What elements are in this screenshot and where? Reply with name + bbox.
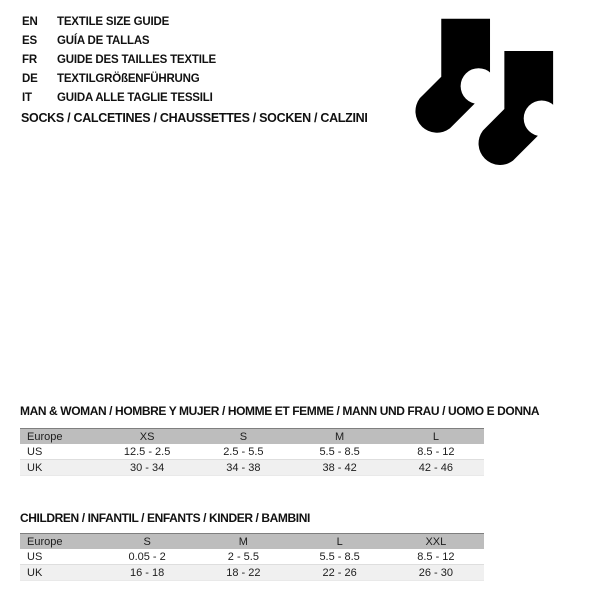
size-value: 2 - 5.5	[195, 549, 291, 565]
language-row	[22, 50, 216, 69]
table-row-uk	[20, 460, 484, 476]
size-value: 30 - 34	[99, 460, 195, 476]
row-label: UK	[20, 460, 99, 476]
column-header: Europe	[20, 429, 99, 445]
size-value: 42 - 46	[388, 460, 484, 476]
size-value: 5.5 - 8.5	[292, 444, 388, 460]
column-header: M	[195, 534, 291, 550]
sock-right-icon	[479, 51, 560, 165]
language-label: TEXTILE SIZE GUIDE	[57, 15, 170, 28]
language-row	[22, 88, 216, 107]
table-header-row	[20, 429, 484, 445]
size-value: 16 - 18	[99, 565, 195, 581]
size-value: 12.5 - 2.5	[99, 444, 195, 460]
language-code: IT	[22, 91, 32, 104]
socks-icon	[409, 16, 561, 172]
size-value: 8.5 - 12	[388, 444, 484, 460]
size-value: 0.05 - 2	[99, 549, 195, 565]
column-header: L	[292, 534, 388, 550]
size-value: 34 - 38	[195, 460, 291, 476]
table-title-children: CHILDREN / INFANTIL / ENFANTS / KINDER / BAMBINI	[20, 511, 310, 525]
sock-heel-cutout	[524, 100, 560, 136]
column-header: Europe	[20, 534, 99, 550]
language-code: ES	[22, 34, 37, 47]
category-title: SOCKS / CALCETINES / CHAUSSETTES / SOCKEN / CALZINI	[21, 111, 368, 125]
language-code: DE	[22, 72, 38, 85]
column-header: M	[292, 429, 388, 445]
size-value: 2.5 - 5.5	[195, 444, 291, 460]
size-value: 22 - 26	[292, 565, 388, 581]
size-table-children	[20, 533, 484, 581]
table-row-us	[20, 444, 484, 460]
row-label: US	[20, 549, 99, 565]
language-code: FR	[22, 53, 37, 66]
language-code: EN	[22, 15, 38, 28]
table-row-uk	[20, 565, 484, 581]
language-row	[22, 31, 216, 50]
size-value: 18 - 22	[195, 565, 291, 581]
column-header: L	[388, 429, 484, 445]
language-list	[22, 12, 216, 107]
language-label: GUIDE DES TAILLES TEXTILE	[57, 53, 216, 66]
language-label: TEXTILGRÖßENFÜHRUNG	[57, 72, 200, 85]
size-value: 5.5 - 8.5	[292, 549, 388, 565]
language-row	[22, 69, 216, 88]
table-title-man-woman: MAN & WOMAN / HOMBRE Y MUJER / HOMME ET FEMME / MANN UND FRAU / UOMO E DONNA	[20, 404, 540, 418]
size-value: 8.5 - 12	[388, 549, 484, 565]
column-header: XS	[99, 429, 195, 445]
language-label: GUÍA DE TALLAS	[57, 34, 150, 47]
language-row	[22, 12, 216, 31]
row-label: US	[20, 444, 99, 460]
column-header: S	[195, 429, 291, 445]
sock-left-icon	[415, 19, 496, 133]
size-value: 26 - 30	[388, 565, 484, 581]
size-value: 38 - 42	[292, 460, 388, 476]
sock-heel-cutout	[461, 68, 497, 104]
column-header: XXL	[388, 534, 484, 550]
table-row-us	[20, 549, 484, 565]
size-table-man-woman	[20, 428, 484, 476]
column-header: S	[99, 534, 195, 550]
table-header-row	[20, 534, 484, 550]
language-label: GUIDA ALLE TAGLIE TESSILI	[57, 91, 213, 104]
row-label: UK	[20, 565, 99, 581]
